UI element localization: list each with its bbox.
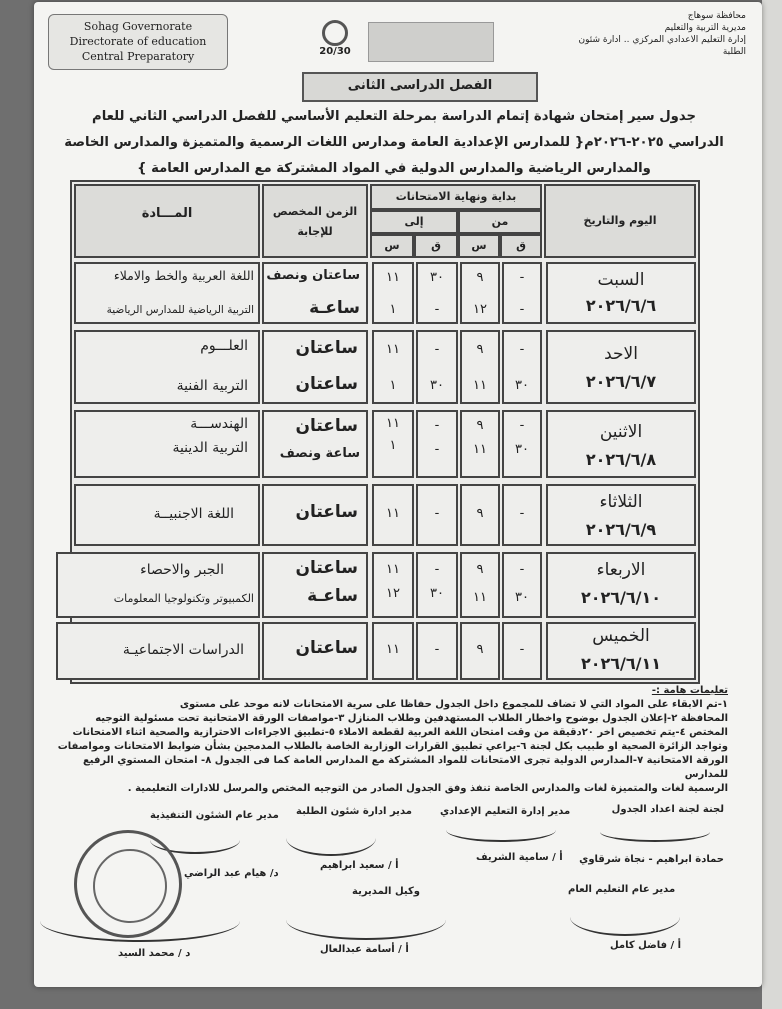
english-header-line: Sohag Governorate xyxy=(83,20,193,33)
day-date: ٢٠٢٦/٦/٩ xyxy=(585,520,657,539)
to-q-value: ٣٠ xyxy=(430,586,444,601)
subject-name: الكمبيوتر وتكنولوجيا المعلومات xyxy=(113,592,254,605)
ministry-logo xyxy=(368,22,494,62)
general-director-name: أ / فاضل كامل xyxy=(610,940,682,951)
to-s-value: ١١ xyxy=(386,416,400,431)
from-s-value: ٩ xyxy=(476,642,484,657)
notes-line: ١-تم الابقاء على المواد التي لا تضاف للمجموع داخل الجدول حفاظا على سرية الامتحانات لانه موحد على مستوى xyxy=(179,699,728,710)
from-s-value: ١١ xyxy=(473,378,487,393)
row-day-cell xyxy=(546,410,696,478)
arabic-header-line: محافظة سوهاج xyxy=(687,11,746,21)
page-edge xyxy=(762,0,782,1009)
to-s-cell xyxy=(372,410,414,478)
executive-director-name: د/ هيام عبد الراضي xyxy=(184,868,279,879)
notes-line: المحافظة ٢-إعلان الجدول بوضوح واخطار الطلاب المستهدفين وطلاب المنازل ٣-مواصفات الورقة الامتحانية تحت مسئولية التوجيه xyxy=(95,713,728,724)
to-s-value: ١١ xyxy=(386,270,400,285)
signature-scribble xyxy=(570,898,680,936)
from-q-value: ٣٠ xyxy=(515,442,529,457)
signature-scribble xyxy=(286,820,376,856)
prep-director-title: مدير إدارة التعليم الإعدادي xyxy=(440,806,571,817)
from-s-value: ٩ xyxy=(476,562,484,577)
duration-value: ساعتان xyxy=(295,416,358,436)
day-date: ٢٠٢٦/٦/١٠ xyxy=(580,588,662,607)
from-q-value: - xyxy=(519,562,525,577)
notes-line: وتواجد الزائرة الصحية او طبيب بكل لجنة ٦-يراعي تطبيق القرارات الوزارية الخاصة بالطلاب المدمجين بشأن ضوابط الامتحانات ومواصفات xyxy=(57,741,728,752)
english-header-box xyxy=(48,14,228,70)
duration-value: ساعتان xyxy=(295,338,358,358)
to-q-cell xyxy=(416,330,458,404)
day-name: الاحد xyxy=(604,344,638,364)
logo-ring-icon xyxy=(322,20,348,46)
to-q-cell xyxy=(416,552,458,618)
subject-cell xyxy=(56,622,260,680)
subject-name: الهندســـة xyxy=(190,416,248,432)
duration-cell xyxy=(262,330,368,404)
from-q-value: ٣٠ xyxy=(515,590,529,605)
day-name: الاربعاء xyxy=(596,560,646,580)
notes-heading: تعليمات هامة :- xyxy=(651,685,728,696)
subject-name: الجبر والاحصاء xyxy=(140,562,224,578)
signature-scribble xyxy=(286,900,446,940)
to-s-cell xyxy=(372,330,414,404)
from-s-value: ٩ xyxy=(476,418,484,433)
duration-value: ساعـة xyxy=(309,298,360,318)
from-q-value: - xyxy=(519,506,525,521)
subject-name: التربية الدينية xyxy=(172,440,248,456)
from-s-value: ١١ xyxy=(473,442,487,457)
to-s-value: ١ xyxy=(389,438,397,453)
subject-name: اللغة العربية والخط والاملاء xyxy=(113,268,254,283)
to-q-value: - xyxy=(434,506,440,521)
deputy-name: أ / أسامة عبدالعال xyxy=(320,944,409,955)
general-director-title: مدير عام التعليم العام xyxy=(568,884,676,895)
to-q-value: - xyxy=(434,418,440,433)
from-s-cell xyxy=(460,410,500,478)
day-date: ٢٠٢٦/٦/٧ xyxy=(585,372,657,391)
subject-cell xyxy=(74,262,260,324)
committee-title: لجنة لجنة اعداد الجدول xyxy=(611,804,724,815)
english-header-line: Central Preparatory xyxy=(81,50,195,63)
to-q-cell xyxy=(416,622,458,680)
duration-value: ساعتان xyxy=(295,558,358,578)
title-line: والمدارس الرياضية والمدارس الدولية في المواد المشتركة مع المدارس العامة } xyxy=(137,161,651,176)
affairs-director-title: مدير ادارة شئون الطلبة xyxy=(296,806,412,817)
duration-value: ساعتان xyxy=(295,638,358,658)
to-s-value: ١١ xyxy=(386,562,400,577)
from-q-cell xyxy=(502,622,542,680)
header-to: إلى xyxy=(370,210,458,234)
to-s-cell xyxy=(372,622,414,680)
from-q-value: - xyxy=(519,270,525,285)
vision-2030-logo xyxy=(308,20,362,62)
duration-cell xyxy=(262,410,368,478)
to-q-value: - xyxy=(434,302,440,317)
subject-cell xyxy=(74,484,260,546)
duration-cell xyxy=(262,552,368,618)
header-from: من xyxy=(458,210,542,234)
committee-names: حمادة ابراهيم - نجاة شرقاوي xyxy=(579,854,724,865)
notes-line: المختص ٤-يتم تخصيص اخر ٢٠دقيقة من وقت امتحان اللغة العربية لقطعة الاملاء ٥-تطبيق الاجراءات الاحترازية والصحية اثناء الامتحانات xyxy=(72,727,728,738)
subject-name: الدراسات الاجتماعيـة xyxy=(122,642,244,658)
from-q-value: - xyxy=(519,642,525,657)
to-q-cell xyxy=(416,262,458,324)
duration-value: ساعتان ونصف xyxy=(266,268,360,283)
title-line: الدراسي ٢٠٢٥-٢٠٢٦م{ للمدارس الإعدادية العامة ومدارس اللغات الرسمية والمتميزة والمدارس الخاصة xyxy=(64,135,724,150)
header-to-q: ق xyxy=(414,234,458,258)
arabic-header-line: مديرية التربية والتعليم xyxy=(664,23,746,33)
logo-2030-text: 20/30 xyxy=(319,46,351,57)
row-day-cell xyxy=(546,484,696,546)
to-s-value: ١٢ xyxy=(386,586,400,601)
deputy-title: وكيل المديرية xyxy=(352,886,420,897)
day-name: الثلاثاء xyxy=(599,492,643,512)
from-s-cell xyxy=(460,484,500,546)
to-s-cell xyxy=(372,552,414,618)
from-s-cell xyxy=(460,262,500,324)
arabic-header-line: إدارة التعليم الاعدادي المركزي .. ادارة شئون الطلبة xyxy=(578,35,746,57)
subject-cell xyxy=(74,330,260,404)
to-q-cell xyxy=(416,410,458,478)
from-q-cell xyxy=(502,552,542,618)
to-s-value: ١ xyxy=(389,378,397,393)
to-q-cell xyxy=(416,484,458,546)
from-q-value: - xyxy=(519,418,525,433)
from-s-value: ١٢ xyxy=(473,302,487,317)
term-label: الفصل الدراسى الثانى xyxy=(302,72,538,102)
subject-name: التربية الفنية xyxy=(176,378,248,394)
duration-value: ساعتان xyxy=(295,502,358,522)
header-from-q: ق xyxy=(500,234,542,258)
prep-director-name: أ / سامية الشريف xyxy=(476,852,563,863)
notes-line: الرسمية لغات والمتميزة لغات والمدارس الخاصة تنفذ وفق الجدول الصادر من التوجيه المختص والمرسل للادارات التعليمية . xyxy=(127,783,728,794)
from-s-cell xyxy=(460,330,500,404)
from-q-value: - xyxy=(519,342,525,357)
header-start-end: بداية ونهاية الامتحانات xyxy=(370,184,542,210)
header-subject: المـــادة xyxy=(74,184,260,258)
duration-value: ساعـة xyxy=(307,586,358,606)
from-s-value: ٩ xyxy=(476,342,484,357)
from-s-cell xyxy=(460,552,500,618)
to-s-value: ١١ xyxy=(386,506,400,521)
signature-scribble xyxy=(446,818,556,842)
to-q-value: ٣٠ xyxy=(430,378,444,393)
from-s-value: ١١ xyxy=(473,590,487,605)
to-s-value: ١١ xyxy=(386,342,400,357)
title-line: جدول سير إمتحان شهادة إتمام الدراسة بمرحلة التعليم الأساسي للفصل الدراسي الثاني للعام xyxy=(92,109,696,124)
signature-scribble xyxy=(40,900,240,942)
director-name: د / محمد السيد xyxy=(118,948,191,959)
document-title xyxy=(58,104,730,182)
header-to-s: س xyxy=(370,234,414,258)
from-s-cell xyxy=(460,622,500,680)
header-day: اليوم والتاريخ xyxy=(544,184,696,258)
to-s-value: ١١ xyxy=(386,642,400,657)
subject-name: اللغة الاجنبيــة xyxy=(153,506,234,522)
from-s-value: ٩ xyxy=(476,270,484,285)
to-s-cell xyxy=(372,262,414,324)
to-q-value: ٣٠ xyxy=(430,270,444,285)
subject-cell xyxy=(74,410,260,478)
duration-value: ساعتان xyxy=(295,374,358,394)
header-from-s: س xyxy=(458,234,500,258)
duration-cell xyxy=(262,622,368,680)
day-date: ٢٠٢٦/٦/٨ xyxy=(585,450,657,469)
day-date: ٢٠٢٦/٦/٦ xyxy=(585,296,657,315)
from-q-cell xyxy=(502,484,542,546)
duration-cell xyxy=(262,484,368,546)
row-day-cell xyxy=(546,622,696,680)
to-s-cell xyxy=(372,484,414,546)
affairs-director-name: أ / سعيد ابراهيم xyxy=(320,860,399,871)
to-q-value: - xyxy=(434,562,440,577)
signature-scribble xyxy=(600,822,710,842)
executive-director-title: مدير عام الشئون التنفيذية xyxy=(150,810,279,821)
important-notes xyxy=(50,684,728,796)
from-q-value: - xyxy=(519,302,525,317)
from-q-cell xyxy=(502,262,542,324)
from-q-value: ٣٠ xyxy=(515,378,529,393)
to-q-value: - xyxy=(434,642,440,657)
row-day-cell xyxy=(546,552,696,618)
duration-value: ساعة ونصف xyxy=(279,446,360,461)
to-q-value: - xyxy=(434,342,440,357)
subject-name: التربية الرياضية للمدارس الرياضية xyxy=(106,304,254,316)
from-q-cell xyxy=(502,410,542,478)
english-header-line: Directorate of education xyxy=(69,35,207,48)
from-q-cell xyxy=(502,330,542,404)
day-date: ٢٠٢٦/٦/١١ xyxy=(580,654,662,673)
row-day-cell xyxy=(546,330,696,404)
day-name: السبت xyxy=(597,270,645,290)
day-name: الاثنين xyxy=(599,422,643,442)
arabic-header xyxy=(566,10,746,58)
row-day-cell xyxy=(546,262,696,324)
to-s-value: ١ xyxy=(389,302,397,317)
subject-cell xyxy=(56,552,260,618)
subject-name: العلـــوم xyxy=(200,338,248,354)
day-name: الخميس xyxy=(592,626,650,646)
duration-cell xyxy=(262,262,368,324)
notes-line: الورقة الامتحانية ٧-المدارس الدولية تجرى الامتحانات للمواد المشتركة مع المدارس العامة كما فى الجدول ٨- امتحان المستوي الرفيع للمدارس xyxy=(82,755,728,780)
header-duration: الزمن المخصص للإجابة xyxy=(262,184,368,258)
from-s-value: ٩ xyxy=(476,506,484,521)
to-q-value: - xyxy=(434,442,440,457)
